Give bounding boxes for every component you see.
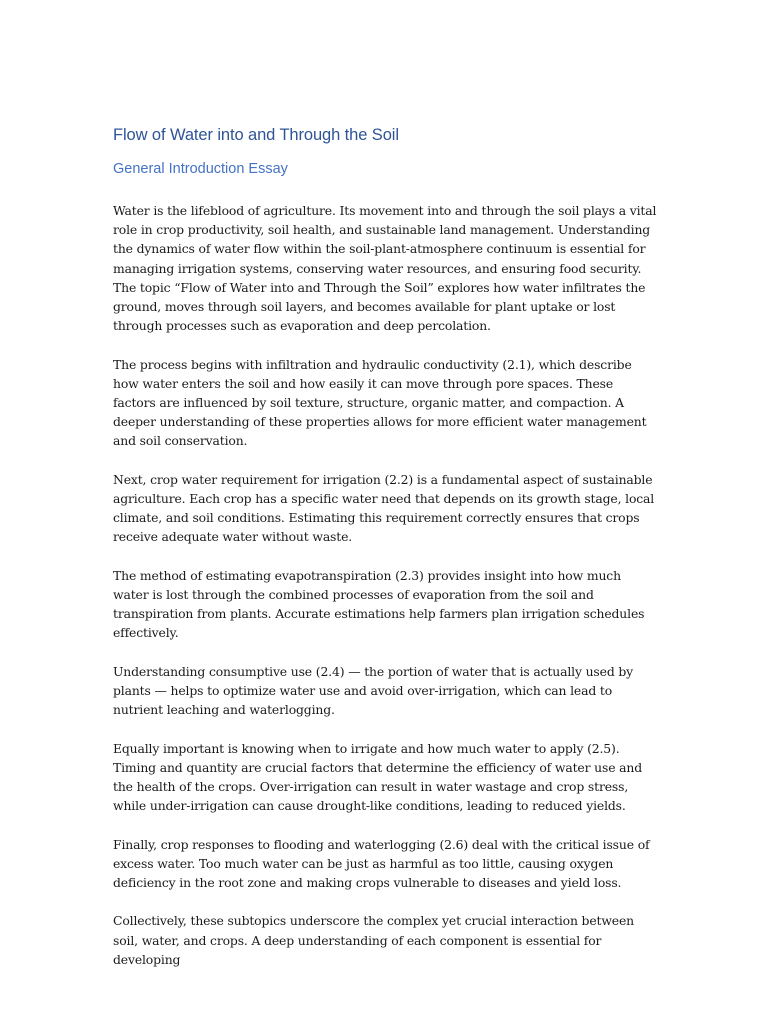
paragraph-intro: Water is the lifeblood of agriculture. Its movement into and through the soil plays a vital role in crop productivity, soil health, and sustainable land management. Understanding the dynamics of water flow within the soil-plant-atmosphere continuum is essential for managing irrigation systems, conserving water resources, and ensuring food security. The topic “Flow of Water into and Through the Soil” explores how water infiltrates the ground, moves through soil layers, and becomes available for plant uptake or lost through processes such as evaporation and deep percolation. bbox=[113, 203, 657, 334]
paragraph-conclusion: Collectively, these subtopics underscore the complex yet crucial interaction between soil, water, and crops. A deep understanding of each component is essential for developing bbox=[113, 913, 635, 967]
document-title: Flow of Water into and Through the Soil bbox=[113, 126, 399, 144]
document-page bbox=[113, 124, 658, 988]
paragraph-waterlogging: Finally, crop responses to flooding and waterlogging (2.6) deal with the critical issue of excess water. Too much water can be just as harmful as too little, causing oxygen deficiency in the root zone and making crops vulnerable to diseases and yield loss. bbox=[113, 836, 650, 891]
paragraph-crop-water-requirement: Next, crop water requirement for irrigation (2.2) is a fundamental aspect of sustainable agriculture. Each crop has a specific water need that depends on its growth stage, local climate, and soil conditions. Estimating this requirement correctly ensures that crops receive adequate water without waste. bbox=[113, 471, 655, 545]
paragraph-evapotranspiration: The method of estimating evapotranspiration (2.3) provides insight into how much water is lost through the combined processes of evaporation from the soil and transpiration from plants. Accurate estimations help farmers plan irrigation schedules effectively. bbox=[113, 567, 645, 641]
document-subtitle: General Introduction Essay bbox=[113, 161, 288, 177]
paragraph-irrigation-timing: Equally important is knowing when to irrigate and how much water to apply (2.5). Timing and quantity are crucial factors that determine the efficiency of water use and the health of the crops. Over-irrigation can result in water wastage and crop stress, while under-irrigation can cause drought-like conditions, leading to reduced yields. bbox=[113, 740, 643, 814]
paragraph-infiltration: The process begins with infiltration and hydraulic conductivity (2.1), which describe how water enters the soil and how easily it can move through pore spaces. These factors are influenced by soil texture, structure, organic matter, and compaction. A deeper understanding of these properties allows for more efficient water management and soil conservation. bbox=[113, 356, 647, 449]
paragraph-consumptive-use: Understanding consumptive use (2.4) — the portion of water that is actually used by plants — helps to optimize water use and avoid over-irrigation, which can lead to nutrient leaching and waterlogging. bbox=[113, 663, 634, 718]
